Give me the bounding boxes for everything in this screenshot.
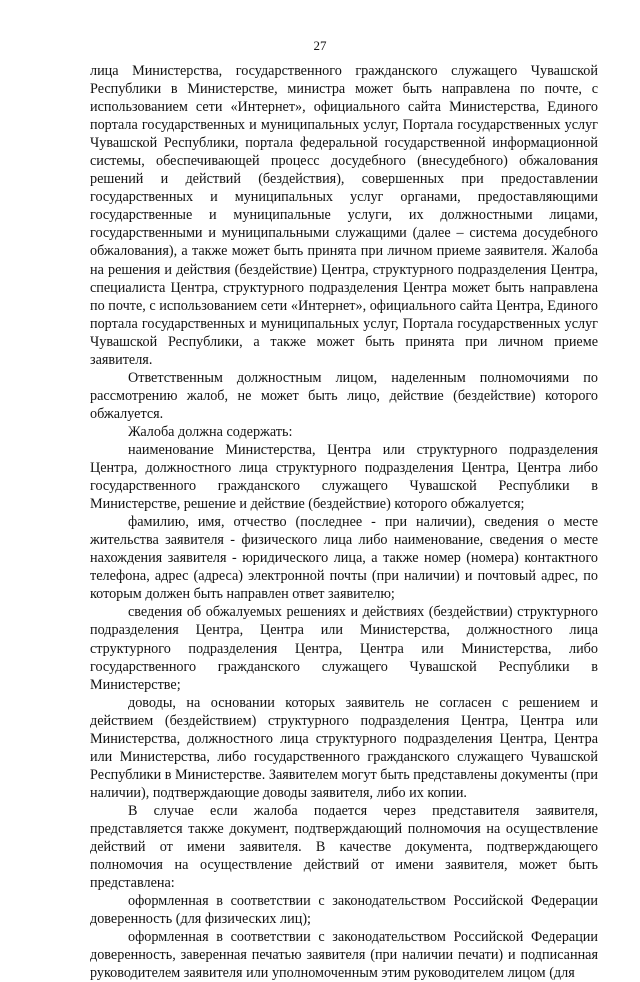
- paragraph: оформленная в соответствии с законодательством Российской Федерации доверенность (для физических лиц);: [90, 893, 598, 928]
- paragraph: лица Министерства, государственного гражданского служащего Чувашской Республики в Министерстве, министра может быть направлена по почте, с использованием сети «Интернет», официального сайта Министерства, Единого портала государственных и муниципальных услуг, Портала государственных услуг Чувашской Республики, портала федеральной государственной информационной системы, обеспечивающей процесс досудебного (внесудебного) обжалования решений и действий (бездействия), совершенных при предоставлении государственных и муниципальных услуг органами, предоставляющими государственные и муниципальные услуги, их должностными лицами, государственными и муниципальными служащими (далее – система досудебного обжалования), а также может быть принята при личном приеме заявителя. Жалоба на решения и действия (бездействие) Центра, структурного подразделения Центра, специалиста Центра, структурного подразделения Центра может быть направлена по почте, с использованием сети «Интернет», официального сайта Центра, Единого портала государственных и муниципальных услуг, Портала государственных услуг Чувашской Республики, а также может быть принята при личном приеме заявителя.: [90, 63, 598, 368]
- paragraph: доводы, на основании которых заявитель не согласен с решением и действием (бездействием) структурного подразделения Центра, Центра или Министерства, должностного лица структурного подразделения Центра, Центра или Министерства, либо государственного гражданского служащего Чувашской Республики в Министерстве. Заявителем могут быть представлены документы (при наличии), подтверждающие доводы заявителя, либо их копии.: [90, 694, 598, 801]
- page-number: 27: [313, 38, 327, 53]
- paragraph: наименование Министерства, Центра или структурного подразделения Центра, должностного лица структурного подразделения Центра, Центра либо государственного гражданского служащего Чувашской Республики в Министерстве, решение и действие (бездействие) которого обжалуется;: [90, 441, 598, 513]
- paragraph: фамилию, имя, отчество (последнее - при наличии), сведения о месте жительства заявителя - физического лица либо наименование, сведения о месте нахождения заявителя - юридического лица, а также номер (номера) контактного телефона, адрес (адреса) электронной почты (при наличии) и почтовый адрес, по которым должен быть направлен ответ заявителю;: [90, 514, 598, 603]
- paragraph: Ответственным должностным лицом, наделенным полномочиями по рассмотрению жалоб, не может быть лицо, действие (бездействие) которого обжалуется.: [90, 369, 598, 422]
- paragraph: оформленная в соответствии с законодательством Российской Федерации доверенность, заверенная печатью заявителя (при наличии печати) и подписанная руководителем заявителя или уполномоченным этим руководителем лицом (для: [90, 929, 598, 982]
- document-body: [90, 62, 598, 982]
- paragraph: Жалоба должна содержать:: [128, 423, 293, 440]
- paragraph: В случае если жалоба подается через представителя заявителя, представляется также документ, подтверждающий полномочия на осуществление действий от имени заявителя. В качестве документа, подтверждающего полномочия на осуществление действий от имени заявителя, может быть представлена:: [90, 802, 598, 892]
- paragraph: сведения об обжалуемых решениях и действиях (бездействии) структурного подразделения Центра, Центра или Министерства, должностного лица структурного подразделения Центра, Центра или Министерства, либо государственного гражданского служащего Чувашской Республики в Министерстве;: [90, 604, 598, 693]
